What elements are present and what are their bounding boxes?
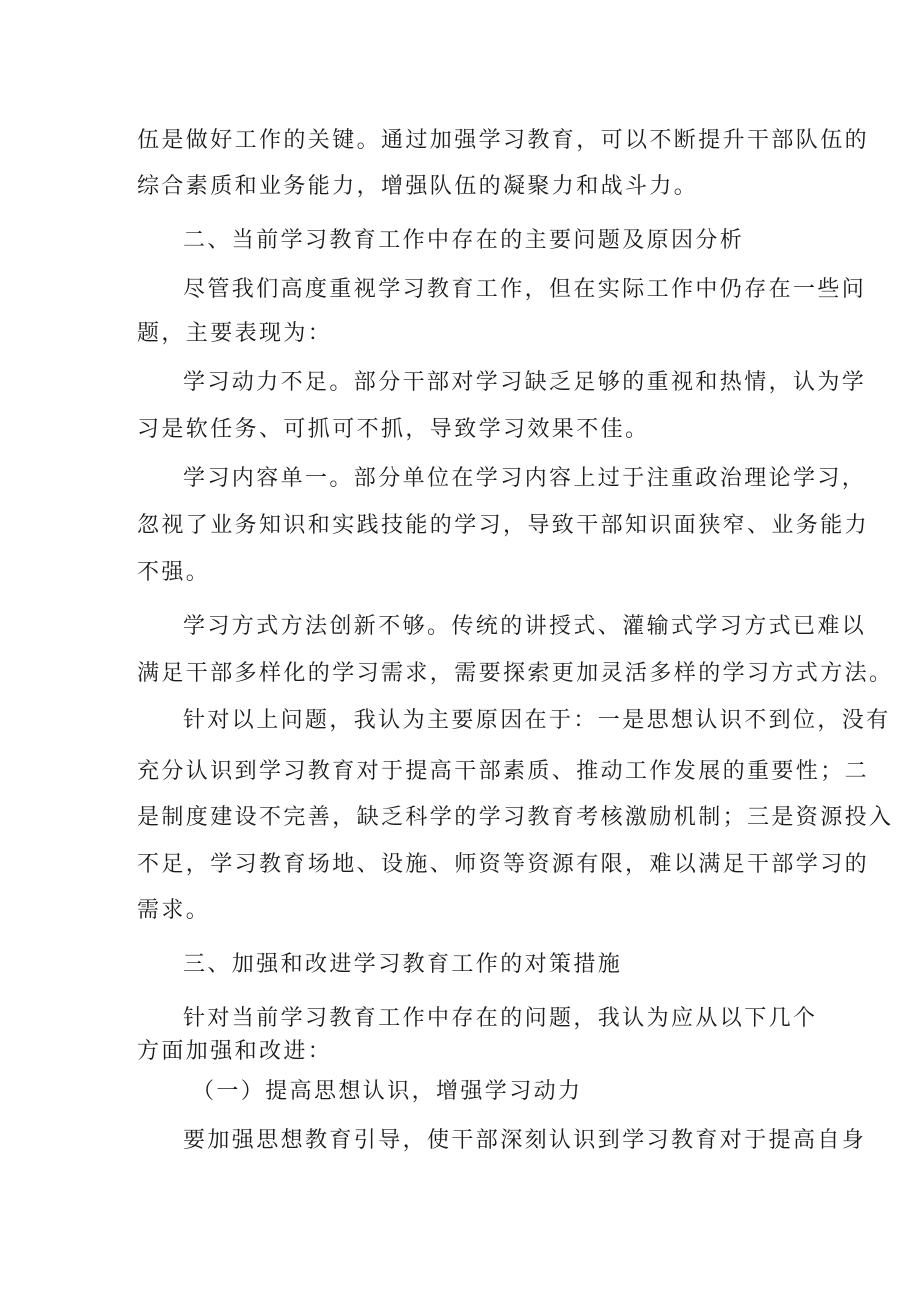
section-heading: 三、加强和改进学习教育工作的对策措施 — [183, 952, 623, 977]
paragraph-line: 不强。 — [137, 560, 211, 585]
paragraph-line: 学习内容单一。部分单位在学习内容上过于注重政治理论学习， — [183, 466, 867, 491]
paragraph-line: 不足，学习教育场地、设施、师资等资源有限，难以满足干部学习的 — [137, 852, 870, 877]
paragraph-line: 习是软任务、可抓可不抓，导致学习效果不佳。 — [137, 417, 650, 442]
section-heading: 二、当前学习教育工作中存在的主要问题及原因分析 — [183, 228, 745, 253]
paragraph-line: 忽视了业务知识和实践技能的学习，导致干部知识面狭窄、业务能力 — [137, 513, 870, 538]
paragraph-line: 综合素质和业务能力，增强队伍的凝聚力和战斗力。 — [137, 174, 699, 199]
paragraph-line: 伍是做好工作的关键。通过加强学习教育，可以不断提升干部队伍的 — [137, 128, 870, 153]
paragraph-line: 是制度建设不完善，缺乏科学的学习教育考核激励机制；三是资源投入 — [137, 805, 894, 830]
paragraph-line: 针对以上问题，我认为主要原因在于：一是思想认识不到位，没有 — [183, 708, 891, 733]
paragraph-line: 满足干部多样化的学习需求，需要探索更加灵活多样的学习方式方法。 — [137, 661, 894, 686]
paragraph-line: 学习动力不足。部分干部对学习缺乏足够的重视和热情，认为学 — [183, 370, 867, 395]
subsection-heading: （一）提高思想认识，增强学习动力 — [192, 1079, 583, 1104]
paragraph-line: 方面加强和改进： — [137, 1039, 333, 1064]
paragraph-line: 尽管我们高度重视学习教育工作，但在实际工作中仍存在一些问 — [183, 277, 867, 302]
paragraph-line: 题，主要表现为： — [137, 321, 333, 346]
paragraph-line: 充分认识到学习教育对于提高干部素质、推动工作发展的重要性；二 — [137, 759, 870, 784]
paragraph-line: 学习方式方法创新不够。传统的讲授式、灌输式学习方式已难以 — [183, 614, 867, 639]
paragraph-line: 要加强思想教育引导，使干部深刻认识到学习教育对于提高自身 — [183, 1128, 867, 1153]
paragraph-line: 针对当前学习教育工作中存在的问题，我认为应从以下几个 — [183, 1006, 818, 1031]
paragraph-line: 需求。 — [137, 898, 211, 923]
